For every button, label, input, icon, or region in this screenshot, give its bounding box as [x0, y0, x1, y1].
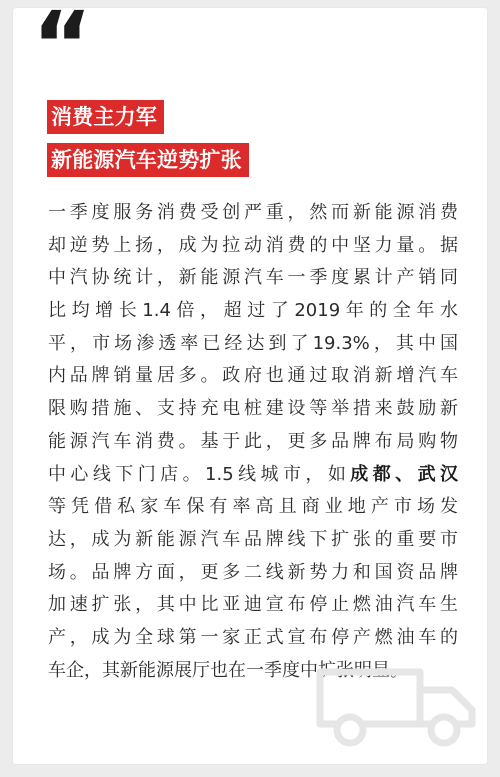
paragraph-line: [48, 524, 458, 557]
text-run: 平，市场渗透率已经达到了19.3%，其中国: [48, 332, 458, 354]
paragraph-line: [48, 262, 458, 295]
paragraph-line: [48, 491, 458, 524]
text-run: 限购措施、支持充电桩建设等举措来鼓励新: [48, 398, 458, 420]
text-run: 一季度服务消费受创严重，然而新能源消费: [48, 202, 458, 223]
paragraph-line: [48, 622, 458, 655]
article-paragraph: [48, 197, 458, 687]
text-run: 能源汽车消费。基于此，更多品牌布局购物: [48, 430, 458, 452]
truck-icon: [312, 652, 482, 750]
text-run: 达，成为新能源汽车品牌线下扩张的重要市: [48, 528, 458, 550]
emphasized-cities: 成都、武汉: [350, 463, 459, 485]
paragraph-line: [48, 426, 458, 459]
text-run: 产，成为全球第一家正式宣布停产燃油车的: [48, 626, 458, 648]
text-run: 中汽协统计，新能源汽车一季度累计产销同: [48, 267, 458, 289]
paragraph-line: [48, 328, 458, 361]
paragraph-line: [48, 360, 458, 393]
headline-line-2: 新能源汽车逆势扩张: [47, 143, 249, 177]
paragraph-line: [48, 393, 458, 426]
headline-line-1: 消费主力军: [47, 100, 164, 134]
text-run: 却逆势上扬，成为拉动消费的中坚力量。据: [48, 234, 458, 256]
paragraph-line: [48, 557, 458, 590]
headline-block: [47, 100, 249, 177]
paragraph-line: [48, 589, 458, 622]
text-run: 车企，其新能源展厅也在一季度中扩张明显。: [48, 659, 408, 681]
paragraph-line: [48, 295, 458, 328]
paragraph-line: [48, 197, 458, 230]
paragraph-line: [48, 230, 458, 263]
text-run: 等凭借私家车保有率高且商业地产市场发: [48, 496, 458, 518]
paragraph-line: [48, 459, 458, 492]
text-run: 中心线下门店。1.5线城市，如: [48, 463, 351, 485]
text-run: 场。品牌方面，更多二线新势力和国资品牌: [48, 561, 458, 583]
text-run: 加速扩张，其中比亚迪宣布停止燃油汽车生: [48, 594, 458, 616]
quote-mark: “: [32, 0, 87, 99]
text-run: 比均增长1.4倍，超过了2019年的全年水: [48, 300, 458, 322]
text-run: 内品牌销量居多。政府也通过取消新增汽车: [48, 365, 458, 387]
